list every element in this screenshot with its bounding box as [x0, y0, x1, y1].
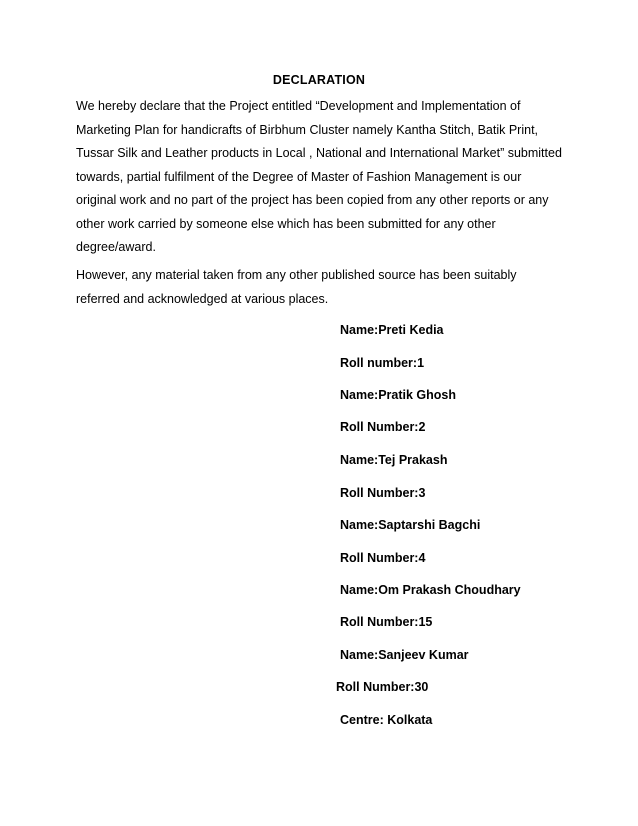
paragraph-line: Tussar Silk and Leather products in Local , National and International Market” submitted: [76, 146, 562, 160]
signatory-name: Name:Preti Kedia: [340, 323, 444, 337]
paragraph-line: Marketing Plan for handicrafts of Birbhum Cluster namely Kantha Stitch, Batik Print,: [76, 122, 539, 137]
signatory-name: Name:Saptarshi Bagchi: [340, 518, 481, 532]
paragraph-line: original work and no part of the project has been copied from any other reports or any: [76, 193, 549, 207]
page-title: DECLARATION: [272, 73, 366, 87]
signatory-name: Name:Sanjeev Kumar: [340, 648, 469, 662]
signatory-name: Name:Pratik Ghosh: [340, 388, 457, 402]
declaration-paragraph: [76, 95, 576, 260]
signatory-roll: Roll Number:3: [340, 486, 426, 500]
signatory-roll: Roll Number:4: [340, 551, 426, 565]
signatory-name: Name:Om Prakash Choudhary: [340, 583, 521, 597]
signatory-roll: Roll Number:2: [340, 420, 426, 434]
paragraph-line: other work carried by someone else which has been submitted for any other: [76, 216, 496, 231]
paragraph-line: However, any material taken from any other published source has been suitably: [76, 268, 517, 282]
paragraph-line: degree/award.: [76, 240, 156, 254]
centre-label: Centre: Kolkata: [340, 713, 433, 727]
paragraph-line: referred and acknowledged at various places.: [76, 291, 329, 306]
paragraph-line: towards, partial fulfilment of the Degree of Master of Fashion Management is our: [76, 169, 522, 184]
acknowledgement-paragraph: [76, 264, 576, 311]
paragraph-line: We hereby declare that the Project entitled “Development and Implementation of: [76, 99, 521, 113]
signatory-roll: Roll number:1: [340, 356, 425, 370]
signatory-roll: Roll Number:15: [340, 615, 433, 629]
signatory-roll: Roll Number:30: [336, 680, 429, 694]
signatory-name: Name:Tej Prakash: [340, 453, 448, 467]
